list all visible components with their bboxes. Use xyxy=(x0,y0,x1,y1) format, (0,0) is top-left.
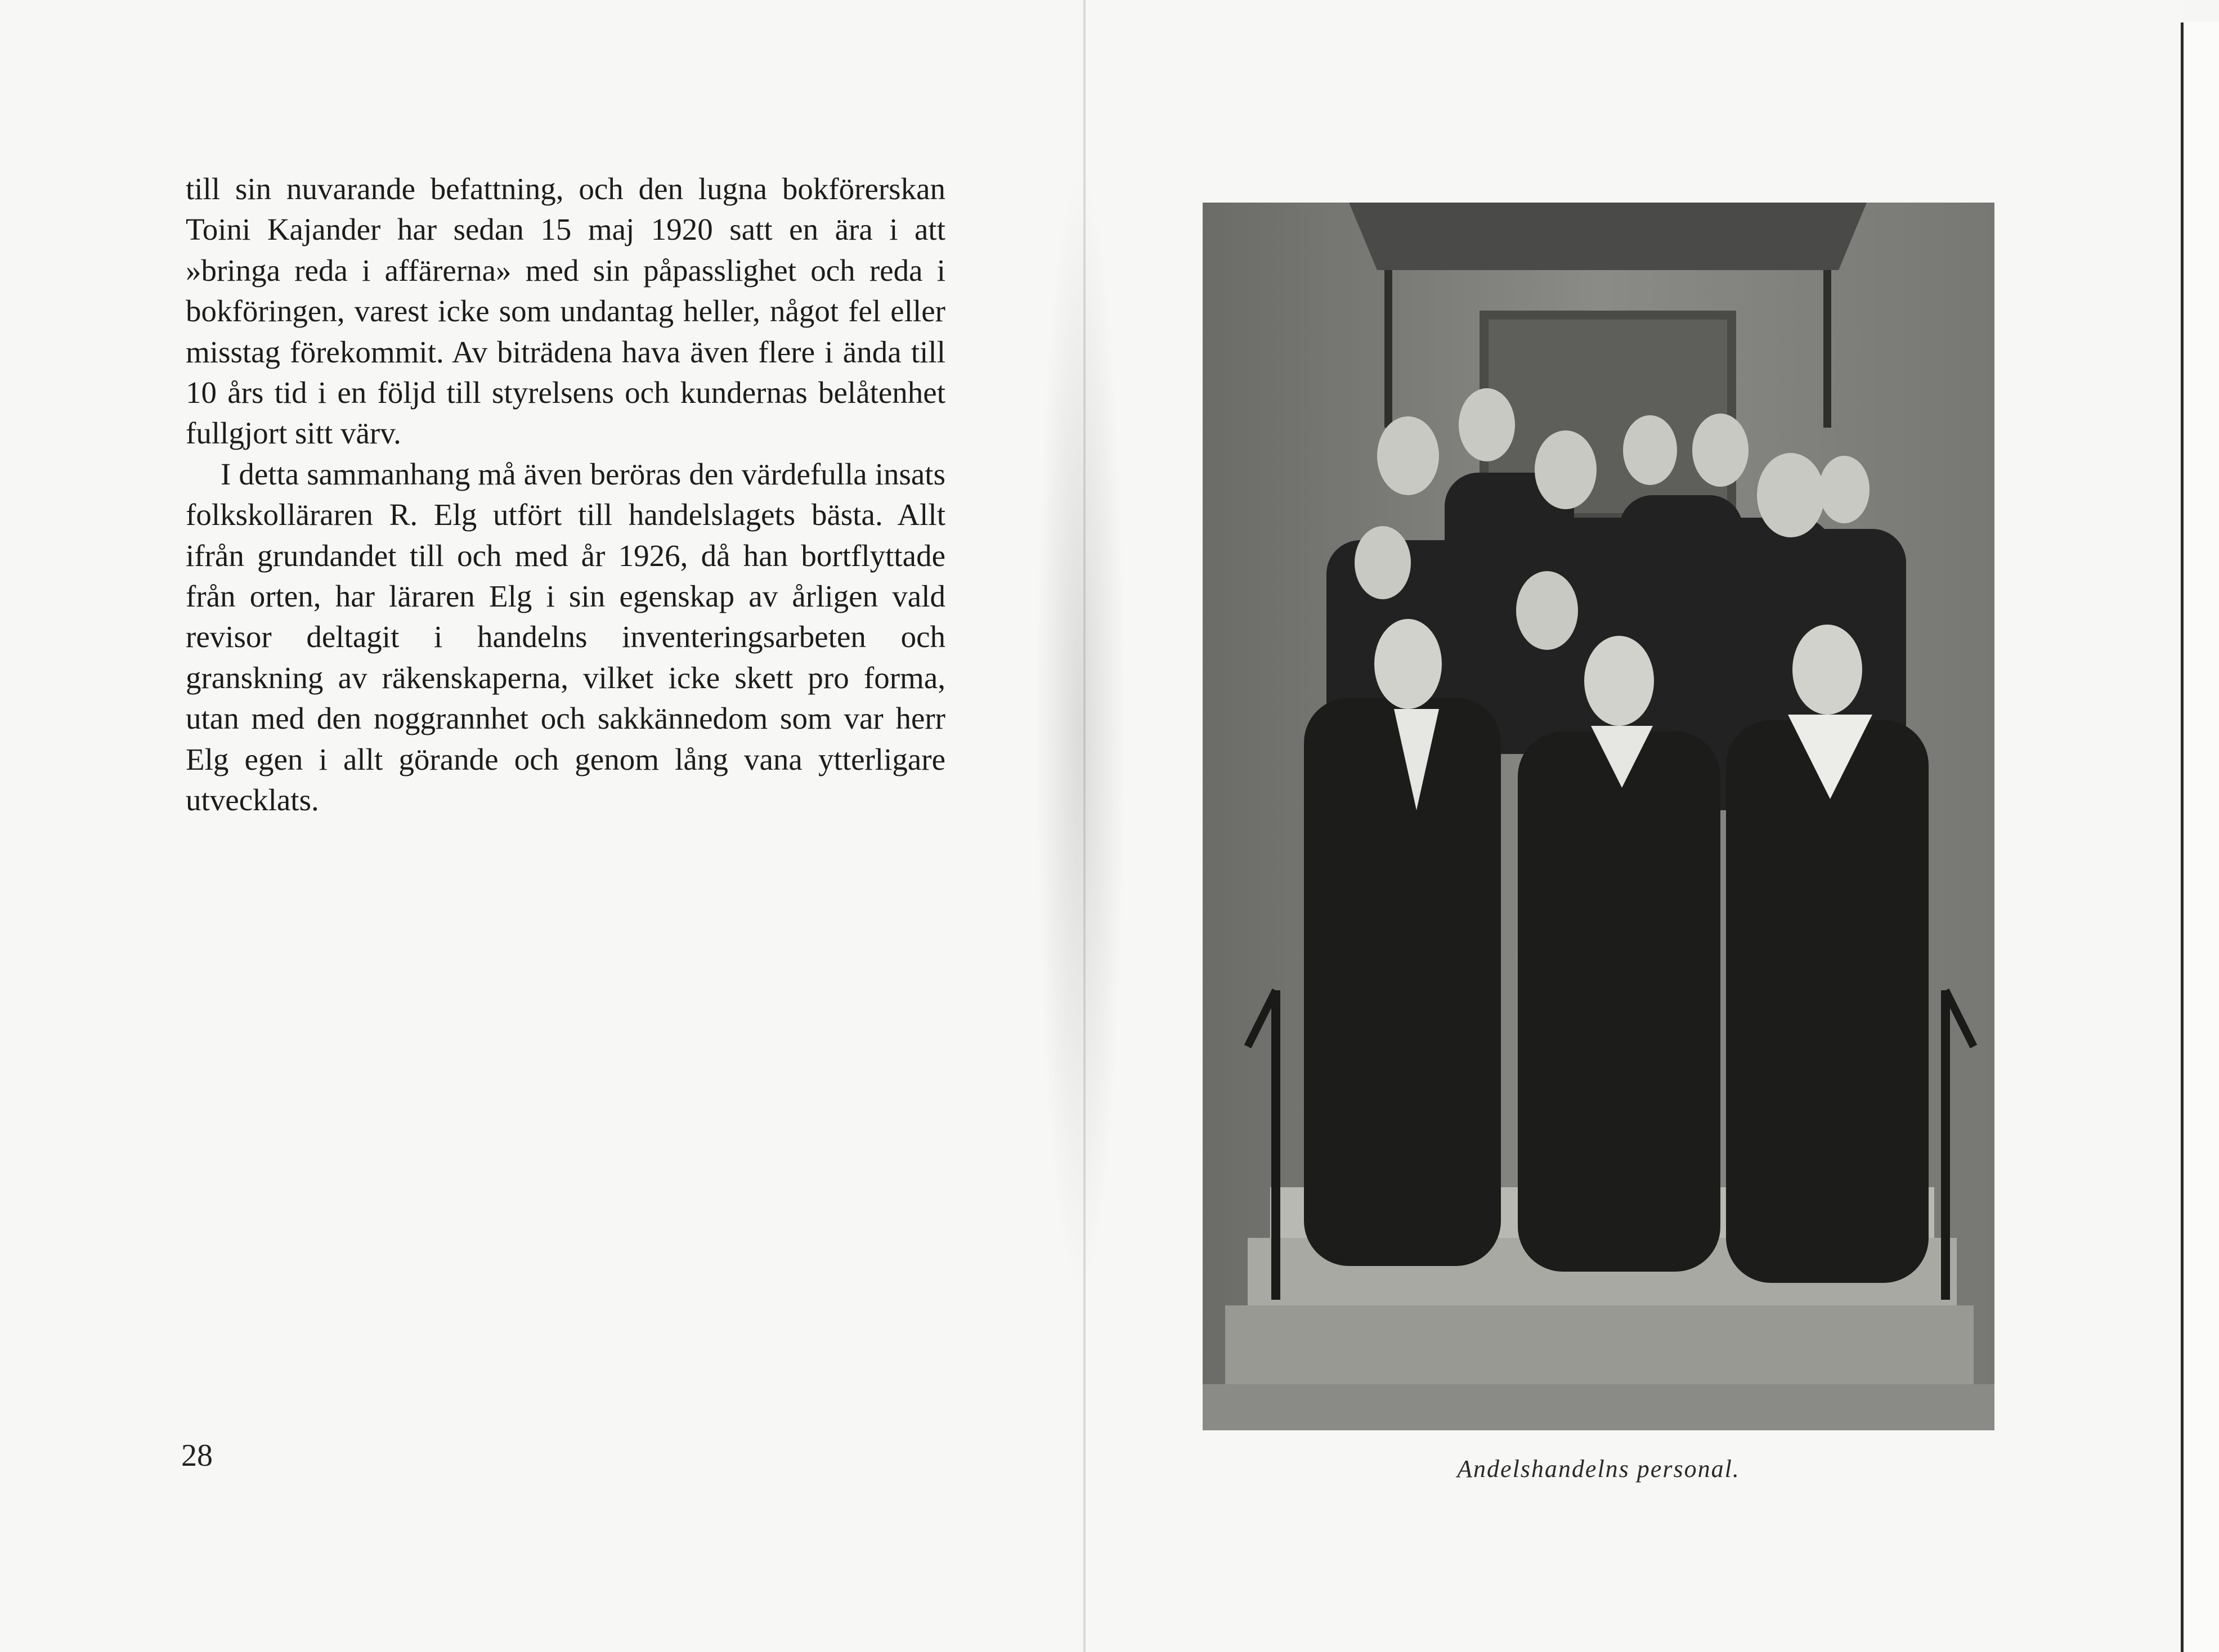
body-text xyxy=(186,169,945,821)
page-edge xyxy=(2181,23,2219,1652)
group-photo xyxy=(1203,203,1994,1430)
photo-caption: Andelshandelns personal. xyxy=(1457,1455,1740,1483)
gutter-shadow xyxy=(1035,169,1126,1294)
page-number: 28 xyxy=(181,1438,213,1473)
group-photo-illustration xyxy=(1203,203,1994,1430)
paragraph-2: I detta sammanhang må även beröras den värdefulla insats folkskolläraren R. Elg utfört till handelslagets bästa. Allt ifrån grundandet till och med år 1926, då han bortflyttade från orten, har läraren Elg i sin egenskap av årligen vald revisor deltagit i handelns inventeringsarbeten och granskning av räkenskaperna, vilket icke skett pro forma, utan med den noggrannhet och sakkännedom som var herr Elg egen i allt görande och genom lång vana ytterligare utvecklats. xyxy=(186,456,945,818)
paragraph-1: till sin nuvarande befattning, och den lugna bokförerskan Toini Kajander har sedan 15 maj 1920 satt en ära i att »bringa reda i affärerna» med sin påpasslighet och reda i bokföringen, varest icke som undantag heller, något fel eller misstag förekommit. Av biträdena hava även flere i ända till 10 års tid i en följd till styrelsens och kundernas belåtenhet fullgjort sitt värv. xyxy=(186,172,945,451)
